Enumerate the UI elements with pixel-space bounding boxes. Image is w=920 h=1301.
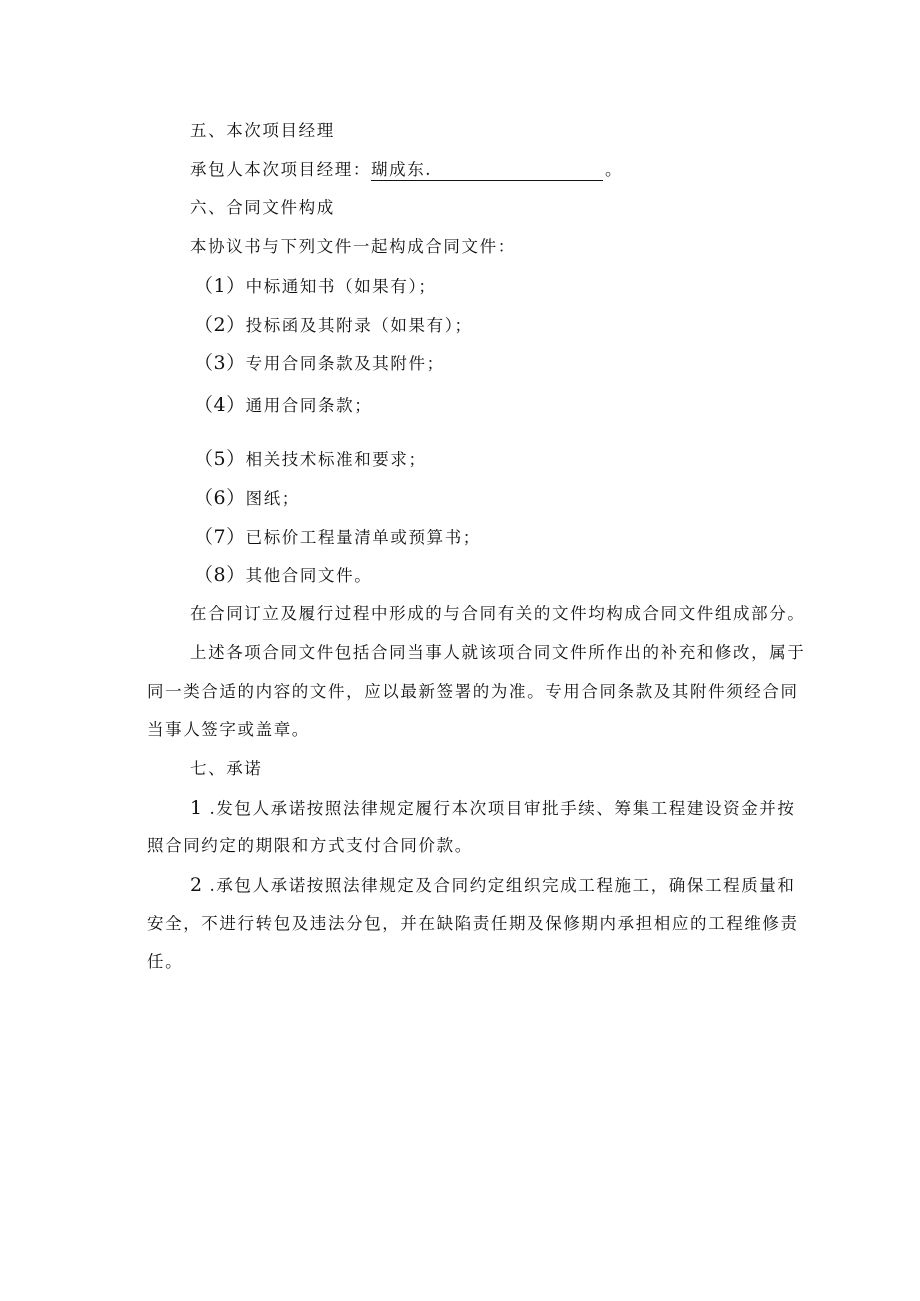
list-item-number: （5） bbox=[194, 448, 246, 470]
list-item bbox=[194, 526, 481, 549]
project-manager-line bbox=[190, 159, 623, 181]
project-manager-end: 。 bbox=[605, 160, 624, 179]
paragraph-line: 当事人签字或盖章。 bbox=[147, 720, 310, 739]
paragraph-line: 同一类合适的内容的文件，应以最新签署的为准。专用合同条款及其附件须经合同 bbox=[147, 682, 799, 701]
list-item-text: 相关技术标准和要求； bbox=[245, 450, 427, 469]
commitment-text: .发包人承诺按照法律规定履行本次项目审批手续、筹集工程建设资金并按 bbox=[209, 799, 796, 818]
list-item-number: （4） bbox=[194, 394, 246, 416]
list-item bbox=[194, 275, 436, 298]
paragraph-line: 任。 bbox=[147, 952, 184, 971]
paragraph-line: 安全，不进行转包及违法分包，并在缺陷责任期及保修期内承担相应的工程维修责 bbox=[147, 914, 799, 933]
list-item-number: （2） bbox=[194, 314, 246, 336]
list-item bbox=[194, 352, 445, 375]
list-item-number: （7） bbox=[194, 526, 246, 548]
list-item-number: （3） bbox=[194, 352, 246, 374]
list-item-text: 已标价工程量清单或预算书； bbox=[245, 528, 481, 547]
list-item-text: 图纸； bbox=[245, 489, 300, 508]
contract-documents-intro: 本协议书与下列文件一起构成合同文件： bbox=[190, 237, 516, 256]
commitment-number: 2 bbox=[190, 874, 203, 896]
list-item-number: （6） bbox=[194, 487, 246, 509]
project-manager-value: 瑚成东. bbox=[371, 160, 433, 179]
list-item bbox=[194, 487, 300, 510]
list-item bbox=[194, 394, 372, 417]
section-heading-project-manager: 五、本次项目经理 bbox=[190, 121, 335, 140]
paragraph-line bbox=[190, 874, 796, 897]
section-heading-contract-documents: 六、合同文件构成 bbox=[190, 198, 335, 217]
list-item-text: 中标通知书（如果有）； bbox=[245, 277, 437, 296]
section-heading-commitments: 七、承诺 bbox=[190, 759, 263, 778]
list-item-text: 其他合同文件。 bbox=[245, 566, 373, 585]
list-item bbox=[194, 564, 372, 587]
paragraph-line bbox=[190, 797, 796, 820]
list-item-text: 通用合同条款； bbox=[245, 396, 373, 415]
commitment-text: .承包人承诺按照法律规定及合同约定组织完成工程施工，确保工程质量和 bbox=[209, 876, 796, 895]
commitment-number: 1 bbox=[190, 797, 203, 819]
project-manager-field bbox=[371, 160, 603, 181]
list-item bbox=[194, 448, 427, 471]
list-item-text: 专用合同条款及其附件； bbox=[245, 354, 445, 373]
paragraph-line: 照合同约定的期限和方式支付合同价款。 bbox=[147, 836, 473, 855]
list-item-number: （8） bbox=[194, 564, 246, 586]
list-item bbox=[194, 314, 473, 337]
list-item-text: 投标函及其附录（如果有）； bbox=[245, 316, 473, 335]
project-manager-label: 承包人本次项目经理： bbox=[190, 160, 371, 179]
paragraph-contract-documents-scope: 在合同订立及履行过程中形成的与合同有关的文件均构成合同文件组成部分。 bbox=[190, 604, 806, 623]
list-item-number: （1） bbox=[194, 275, 246, 297]
paragraph-line: 上述各项合同文件包括合同当事人就该项合同文件所作出的补充和修改，属于 bbox=[190, 643, 806, 662]
